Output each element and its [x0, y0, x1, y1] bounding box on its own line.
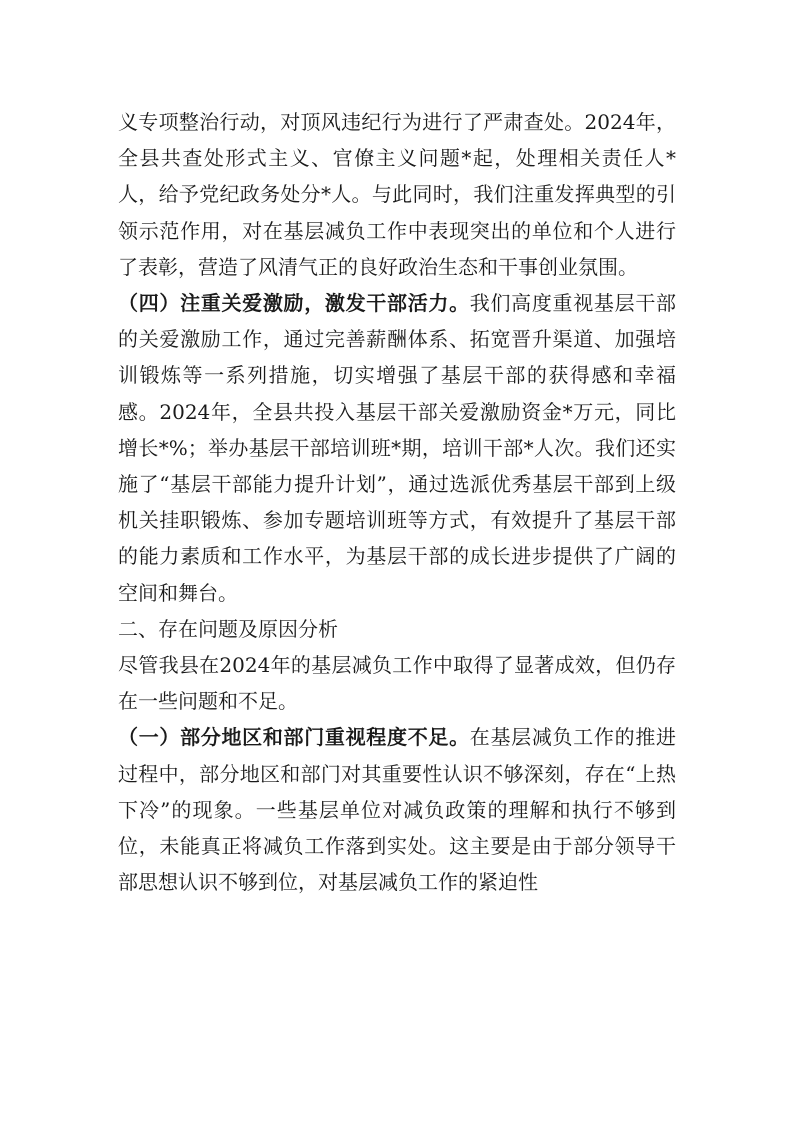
paragraph-2 [118, 285, 676, 611]
paragraph-3: 尽管我县在2024年的基层减负工作中取得了显著成效，但仍存在一些问题和不足。 [118, 653, 676, 714]
document-body [118, 104, 676, 900]
paragraph-2-body: 我们高度重视基层干部的关爱激励工作，通过完善薪酬体系、拓宽晋升渠道、加强培训锻炼等一系列措施，切实增强了基层干部的获得感和幸福感。2024年，全县共投入基层干部关爱激励资金*万元，同比增长*%；举办基层干部培训班*期，培训干部*人次。我们还实施了“基层干部能力提升计划”，通过选派优秀基层干部到上级机关挂职锻炼、参加专题培训班等方式，有效提升了基层干部的能力素质和工作水平，为基层干部的成长进步提供了广阔的空间和舞台。 [118, 291, 677, 605]
paragraph-4-lead: （一）部分地区和部门重视程度不足。 [118, 725, 470, 750]
section-2-heading: 二、存在问题及原因分析 [118, 616, 338, 641]
paragraph-1: 义专项整治行动，对顶风违纪行为进行了严肃查处。2024年，全县共查处形式主义、官僚主义问题*起，处理相关责任人*人，给予党纪政务处分*人。与此同时，我们注重发挥典型的引领示范作用，对在基层减负工作中表现突出的单位和个人进行了表彰，营造了风清气正的良好政治生态和干事创业氛围。 [118, 110, 676, 279]
paragraph-4 [118, 719, 676, 900]
paragraph-2-lead: （四）注重关爱激励，激发干部活力。 [118, 291, 470, 316]
paragraph-4-body: 在基层减负工作的推进过程中，部分地区和部门对其重要性认识不够深刻，存在“上热下冷”的现象。一些基层单位对减负政策的理解和执行不够到位，未能真正将减负工作落到实处。这主要是由于部分领导干部思想认识不够到位，对基层减负工作的紧迫性 [118, 725, 677, 895]
